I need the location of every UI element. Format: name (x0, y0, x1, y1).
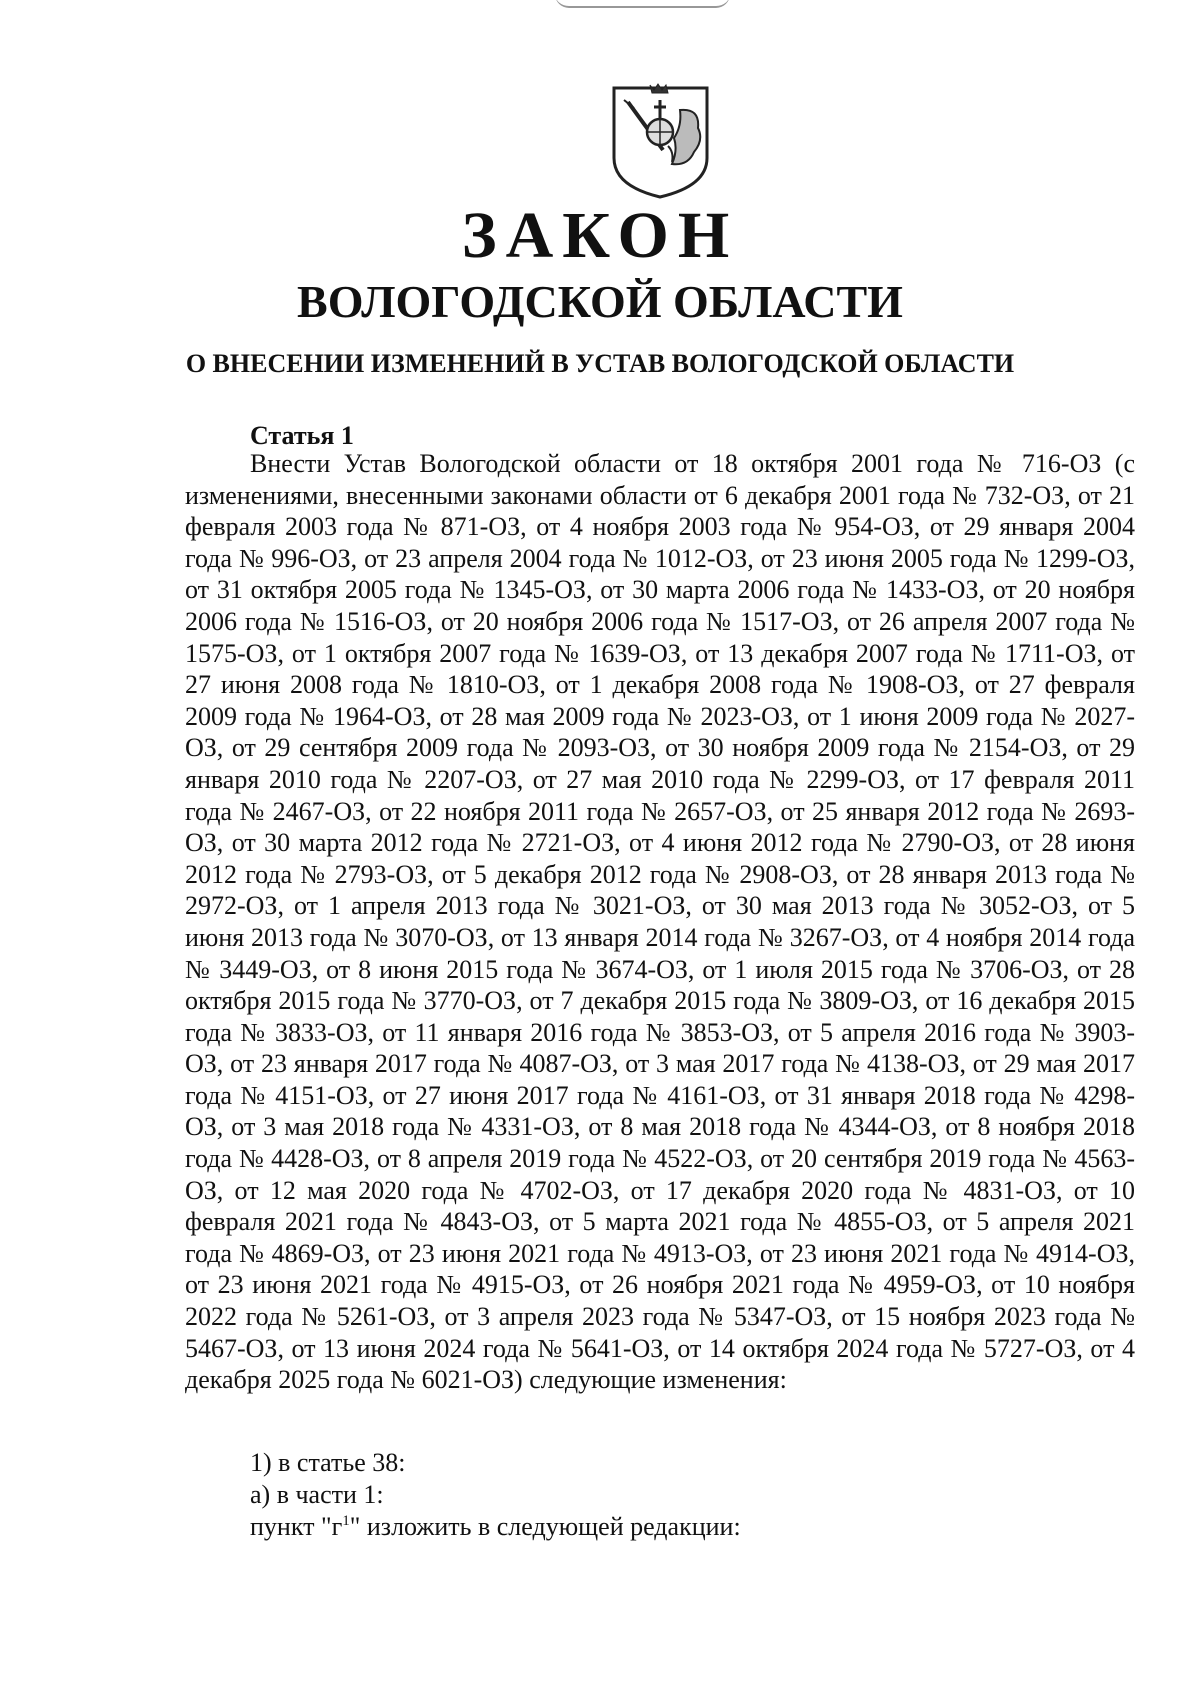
amendment-items (250, 1447, 741, 1543)
document-region: ВОЛОГОДСКОЙ ОБЛАСТИ (297, 276, 903, 327)
clause-line (250, 1511, 741, 1543)
clause-after: " изложить в следующей редакции: (349, 1512, 741, 1541)
vologda-coat-of-arms-icon (608, 80, 713, 200)
article-paragraph: Внести Устав Вологодской области от 18 октября 2001 года № 716-ОЗ (с изменениями, внесенными законами области от 6 декабря 2001 года № 732-ОЗ, от 21 февраля 2003 года № 871-ОЗ, от 4 ноября 2003 года № 954-ОЗ, от 29 января 2004 года № 996-ОЗ, от 23 апреля 2004 года № 1012-ОЗ, от 23 июня 2005 года № 1299-ОЗ, от 31 октября 2005 года № 1345-ОЗ, от 30 марта 2006 года № 1433-ОЗ, от 20 ноября 2006 года № 1516-ОЗ, от 20 ноября 2006 года № 1517-ОЗ, от 26 апреля 2007 года № 1575-ОЗ, от 1 октября 2007 года № 1639-ОЗ, от 13 декабря 2007 года № 1711-ОЗ, от 27 июня 2008 года № 1810-ОЗ, от 1 декабря 2008 года № 1908-ОЗ, от 27 февраля 2009 года № 1964-ОЗ, от 28 мая 2009 года № 2023-ОЗ, от 1 июня 2009 года № 2027-ОЗ, от 29 сентября 2009 года № 2093-ОЗ, от 30 ноября 2009 года № 2154-ОЗ, от 29 января 2010 года № 2207-ОЗ, от 27 мая 2010 года № 2299-ОЗ, от 17 февраля 2011 года № 2467-ОЗ, от 22 ноября 2011 года № 2657-ОЗ, от 25 января 2012 года № 2693-ОЗ, от 30 марта 2012 года № 2721-ОЗ, от 4 июня 2012 года № 2790-ОЗ, от 28 июня 2012 года № 2793-ОЗ, от 5 декабря 2012 года № 2908-ОЗ, от 28 января 2013 года № 2972-ОЗ, от 1 апреля 2013 года № 3021-ОЗ, от 30 мая 2013 года № 3052-ОЗ, от 5 июня 2013 года № 3070-ОЗ, от 13 января 2014 года № 3267-ОЗ, от 4 ноября 2014 года № 3449-ОЗ, от 8 июня 2015 года № 3674-ОЗ, от 1 июля 2015 года № 3706-ОЗ, от 28 октября 2015 года № 3770-ОЗ, от 7 декабря 2015 года № 3809-ОЗ, от 16 декабря 2015 года № 3833-ОЗ, от 11 января 2016 года № 3853-ОЗ, от 5 апреля 2016 года № 3903-ОЗ, от 23 января 2017 года № 4087-ОЗ, от 3 мая 2017 года № 4138-ОЗ, от 29 мая 2017 года № 4151-ОЗ, от 27 июня 2017 года № 4161-ОЗ, от 31 января 2018 года № 4298-ОЗ, от 3 мая 2018 года № 4331-ОЗ, от 8 мая 2018 года № 4344-ОЗ, от 8 ноября 2018 года № 4428-ОЗ, от 8 апреля 2019 года № 4522-ОЗ, от 20 сентября 2019 года № 4563-ОЗ, от 12 мая 2020 года № 4702-ОЗ, от 17 декабря 2020 года № 4831-ОЗ, от 10 февраля 2021 года № 4843-ОЗ, от 5 марта 2021 года № 4855-ОЗ, от 5 апреля 2021 года № 4869-ОЗ, от 23 июня 2021 года № 4913-ОЗ, от 23 июня 2021 года № 4914-ОЗ, от 23 июня 2021 года № 4915-ОЗ, от 26 ноября 2021 года № 4959-ОЗ, от 10 ноября 2022 года № 5261-ОЗ, от 3 апреля 2023 года № 5347-ОЗ, от 15 ноября 2023 года № 5467-ОЗ, от 13 июня 2024 года № 5641-ОЗ, от 14 октября 2024 года № 5727-ОЗ, от 4 декабря 2025 года № 6021-ОЗ) следующие изменения: (185, 449, 1135, 1395)
item-1: 1) в статье 38: (250, 1448, 406, 1477)
clause-before: пункт "г (250, 1512, 343, 1541)
article-heading: Статья 1 (250, 421, 354, 450)
scan-mark (555, 0, 730, 8)
document-subject: О ВНЕСЕНИИ ИЗМЕНЕНИЙ В УСТАВ ВОЛОГОДСКОЙ ОБЛАСТИ (185, 349, 1015, 378)
clause-superscript: 1 (342, 1513, 350, 1529)
document-title: ЗАКОН (461, 199, 739, 272)
item-a: а) в части 1: (250, 1480, 384, 1509)
